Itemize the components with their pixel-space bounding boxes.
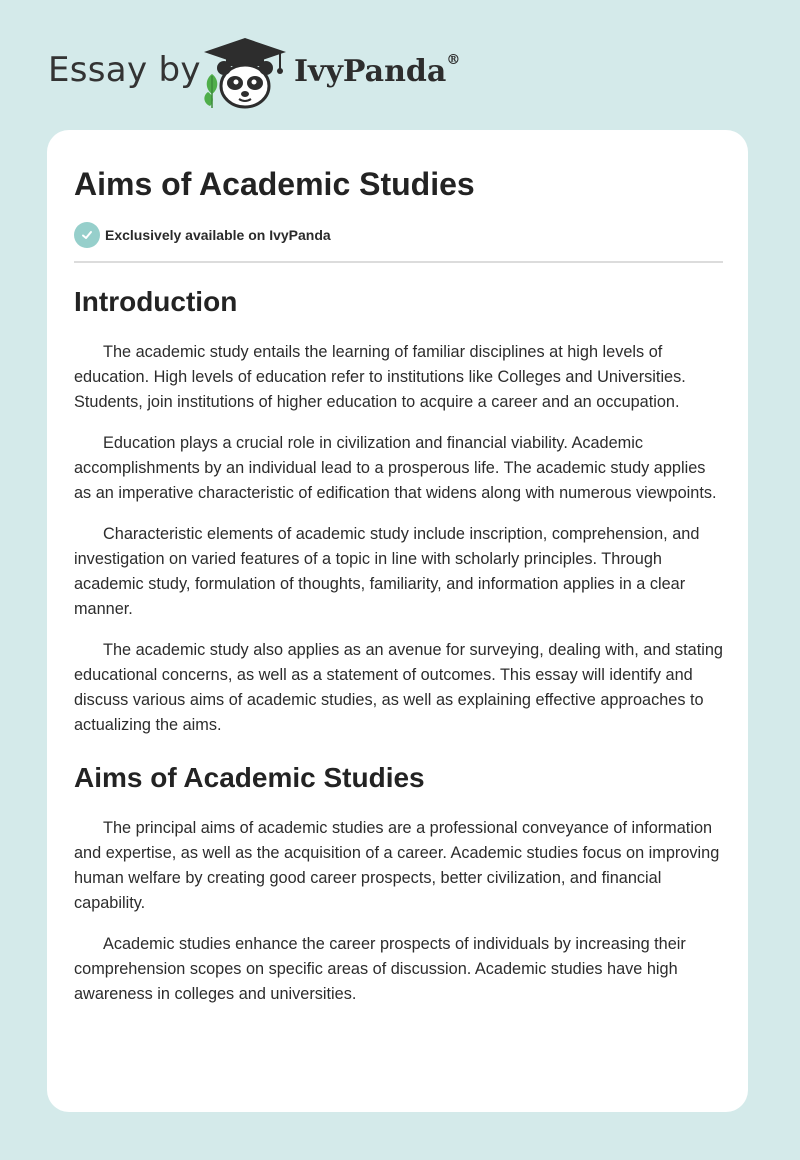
paragraph: Characteristic elements of academic study include inscription, comprehension, and investigation on varied features of a topic in line with scholarly principles. Through academic study, formulation of thoughts, familiarity, and information applies in a clear manner. — [74, 525, 700, 618]
paragraph: The academic study entails the learning of familiar disciplines at high levels of education. High levels of education refer to institutions like Colleges and Universities. Students, join institutions of higher education to acquire a career and an occupation. — [74, 343, 686, 411]
exclusive-badge — [74, 222, 331, 248]
panda-graduate-logo-icon — [202, 36, 288, 110]
section-heading-introduction: Introduction — [74, 286, 238, 317]
check-icon — [74, 222, 100, 248]
article-body — [74, 278, 724, 1023]
article-card — [47, 130, 748, 1112]
essay-by-label: Essay by — [48, 50, 201, 90]
divider — [74, 261, 723, 263]
paragraph: Education plays a crucial role in civilization and financial viability. Academic accomplishments by an individual lead to a prosperous life. The academic study applies as an imperative characteristic of edification that widens along with numerous viewpoints. — [74, 434, 717, 502]
exclusive-label: Exclusively available on IvyPanda — [105, 227, 331, 243]
paragraph: The principal aims of academic studies are a professional conveyance of information and expertise, as well as the acquisition of a career. Academic studies focus on improving human welfare by creating good career prospects, better civilization, and financial capability. — [74, 819, 720, 912]
site-header — [48, 36, 548, 116]
section-heading-aims: Aims of Academic Studies — [74, 762, 425, 793]
paragraph: Academic studies enhance the career prospects of individuals by increasing their comprehension scopes on specific areas of discussion. Academic studies have high awareness in colleges and universities. — [74, 935, 686, 1003]
brand-name[interactable]: IvyPanda® — [294, 52, 461, 89]
registered-mark: ® — [446, 52, 461, 68]
article-title: Aims of Academic Studies — [74, 166, 475, 202]
paragraph: The academic study also applies as an avenue for surveying, dealing with, and stating educational concerns, as well as a statement of outcomes. This essay will identify and discuss various aims of academic studies, as well as explaining effective approaches to actualizing the aims. — [74, 641, 723, 734]
